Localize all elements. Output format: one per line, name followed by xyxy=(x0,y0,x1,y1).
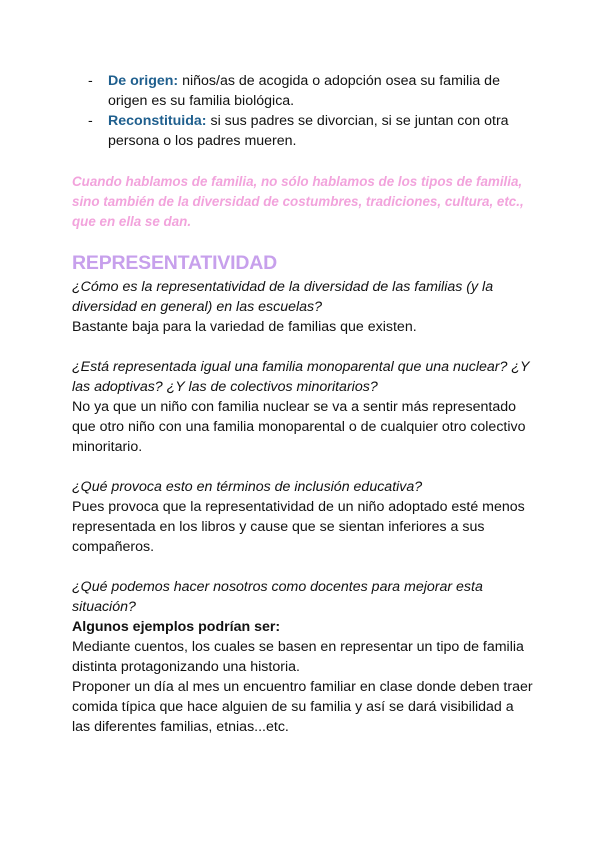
examples-subheading: Algunos ejemplos podrían ser: xyxy=(72,619,281,635)
question: ¿Cómo es la representatividad de la diversidad de las familias (y la diversidad en general) en las escuelas? xyxy=(72,279,494,315)
family-types-list xyxy=(88,71,538,151)
qa-block xyxy=(72,477,534,557)
qa-block xyxy=(72,277,534,337)
list-item-term: Reconstituida: xyxy=(108,113,207,129)
list-item-text: niños/as de acogida o adopción osea su familia de origen es su familia biológica. xyxy=(108,73,500,109)
qa-block xyxy=(72,357,534,457)
question: ¿Qué provoca esto en términos de inclusión educativa? xyxy=(72,479,423,495)
question: ¿Qué podemos hacer nosotros como docentes para mejorar esta situación? xyxy=(72,579,483,615)
list-dash: - xyxy=(88,73,93,89)
question: ¿Está representada igual una familia monoparental que una nuclear? ¿Y las adoptivas? ¿Y las de colectivos minoritarios? xyxy=(72,359,530,395)
list-item-text: si sus padres se divorcian, si se juntan con otra persona o los padres mueren. xyxy=(108,113,509,149)
answer: Mediante cuentos, los cuales se basen en representar un tipo de familia distinta protagonizando una historia. xyxy=(72,639,524,675)
qa-block xyxy=(72,577,534,737)
section-heading: REPRESENTATIVIDAD xyxy=(72,252,277,274)
answer: Bastante baja para la variedad de familias que existen. xyxy=(72,319,417,335)
list-item xyxy=(88,71,538,111)
list-item xyxy=(88,111,538,151)
answer: Pues provoca que la representatividad de un niño adoptado esté menos representada en los libros y cause que se sientan inferiores a sus compañeros. xyxy=(72,499,525,555)
list-item-term: De origen: xyxy=(108,73,179,89)
list-dash: - xyxy=(88,113,93,129)
highlight-quote: Cuando hablamos de familia, no sólo hablamos de los tipos de familia, sino también de la diversidad de costumbres, tradiciones, cultura, etc., que en ella se dan. xyxy=(72,174,524,229)
answer: Proponer un día al mes un encuentro familiar en clase donde deben traer comida típica que hace alguien de su familia y así se dará visibilidad a las diferentes familias, etnias...etc. xyxy=(72,679,533,735)
answer: No ya que un niño con familia nuclear se va a sentir más representado que otro niño con una familia monoparental o de cualquier otro colectivo minoritario. xyxy=(72,399,526,455)
